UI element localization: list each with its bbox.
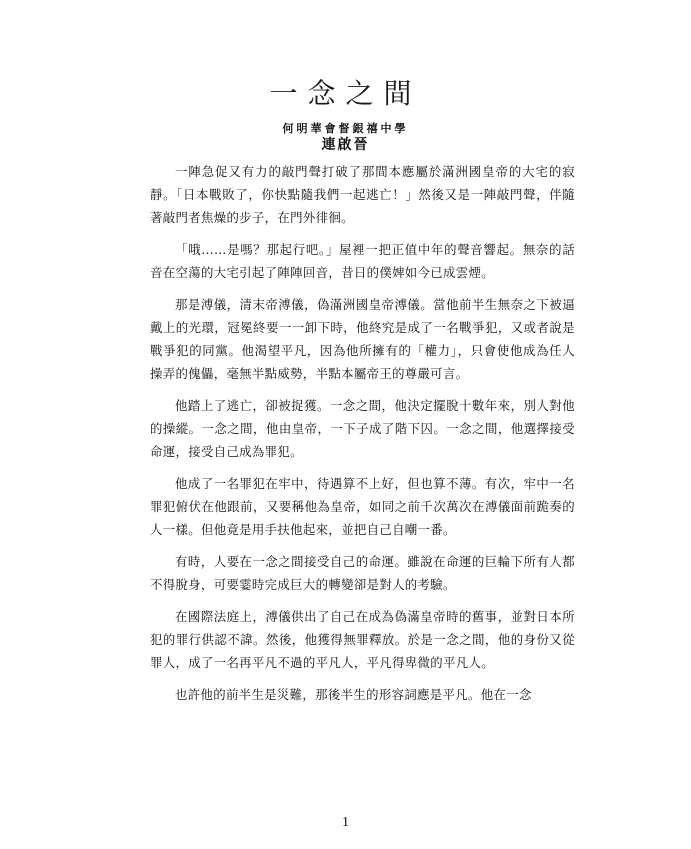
paragraph: 也許他的前半生是災難，那後半生的形容詞應是平凡。他在一念 bbox=[175, 687, 532, 702]
paragraph: 「哦……是嗎？那起行吧。」屋裡一把正值中年的聲音響起。無奈的話音在空蕩的大宅引起了陣陣回音，昔日的僕婢如今已成雲煙。 bbox=[150, 242, 575, 280]
paragraph: 一陣急促又有力的敲門聲打破了那間本應屬於滿洲國皇帝的大宅的寂靜。「日本戰敗了，你快點隨我們一起逃亡！」然後又是一陣敲門聲，伴隨著敲門者焦燥的步子，在門外徘徊。 bbox=[150, 164, 575, 225]
paragraph: 他成了一名罪犯在牢中，待遇算不上好，但也算不薄。有次，牢中一名罪犯俯伏在他跟前，又要稱他為皇帝，如同之前千次萬次在溥儀面前跪奏的人一樣。但他竟是用手扶他起來，並把自己自嘲一番。 bbox=[150, 476, 575, 537]
paragraph: 他踏上了逃亡，卻被捉獲。一念之間，他決定擺脫十數年來，別人對他的操縱。一念之間，他由皇帝，一下子成了階下囚。一念之間，他選擇接受命運，接受自己成為罪犯。 bbox=[150, 398, 575, 459]
page-title: 一念之間 bbox=[269, 77, 422, 110]
author-name: 連啟晉 bbox=[321, 137, 370, 153]
page-number: 1 bbox=[342, 815, 349, 830]
paragraph: 在國際法庭上，溥儀供出了自己在成為偽滿皇帝時的舊事，並對日本所犯的罪行供認不諱。然後，他獲得無罪釋放。於是一念之間，他的身份又從罪人，成了一名再平凡不過的平凡人，平凡得卑微的平凡人。 bbox=[150, 609, 575, 670]
school-name: 何明華會督銀禧中學 bbox=[282, 122, 409, 135]
article-body bbox=[150, 160, 575, 715]
paragraph: 那是溥儀，清末帝溥儀，偽滿洲國皇帝溥儀。當他前半生無奈之下被逼戴上的光環，冠冕終要一一卸下時，他終究是成了一名戰爭犯，又或者說是戰爭犯的同黨。他渴望平凡，因為他所擁有的「權力」，只會使他成為任人操弄的傀儡，毫無半點威勢，半點本屬帝王的尊嚴可言。 bbox=[150, 297, 575, 381]
paragraph: 有時，人要在一念之間接受自己的命運。雖說在命運的巨輪下所有人都不得脫身，可要霎時完成巨大的轉變卻是對人的考驗。 bbox=[150, 554, 575, 592]
